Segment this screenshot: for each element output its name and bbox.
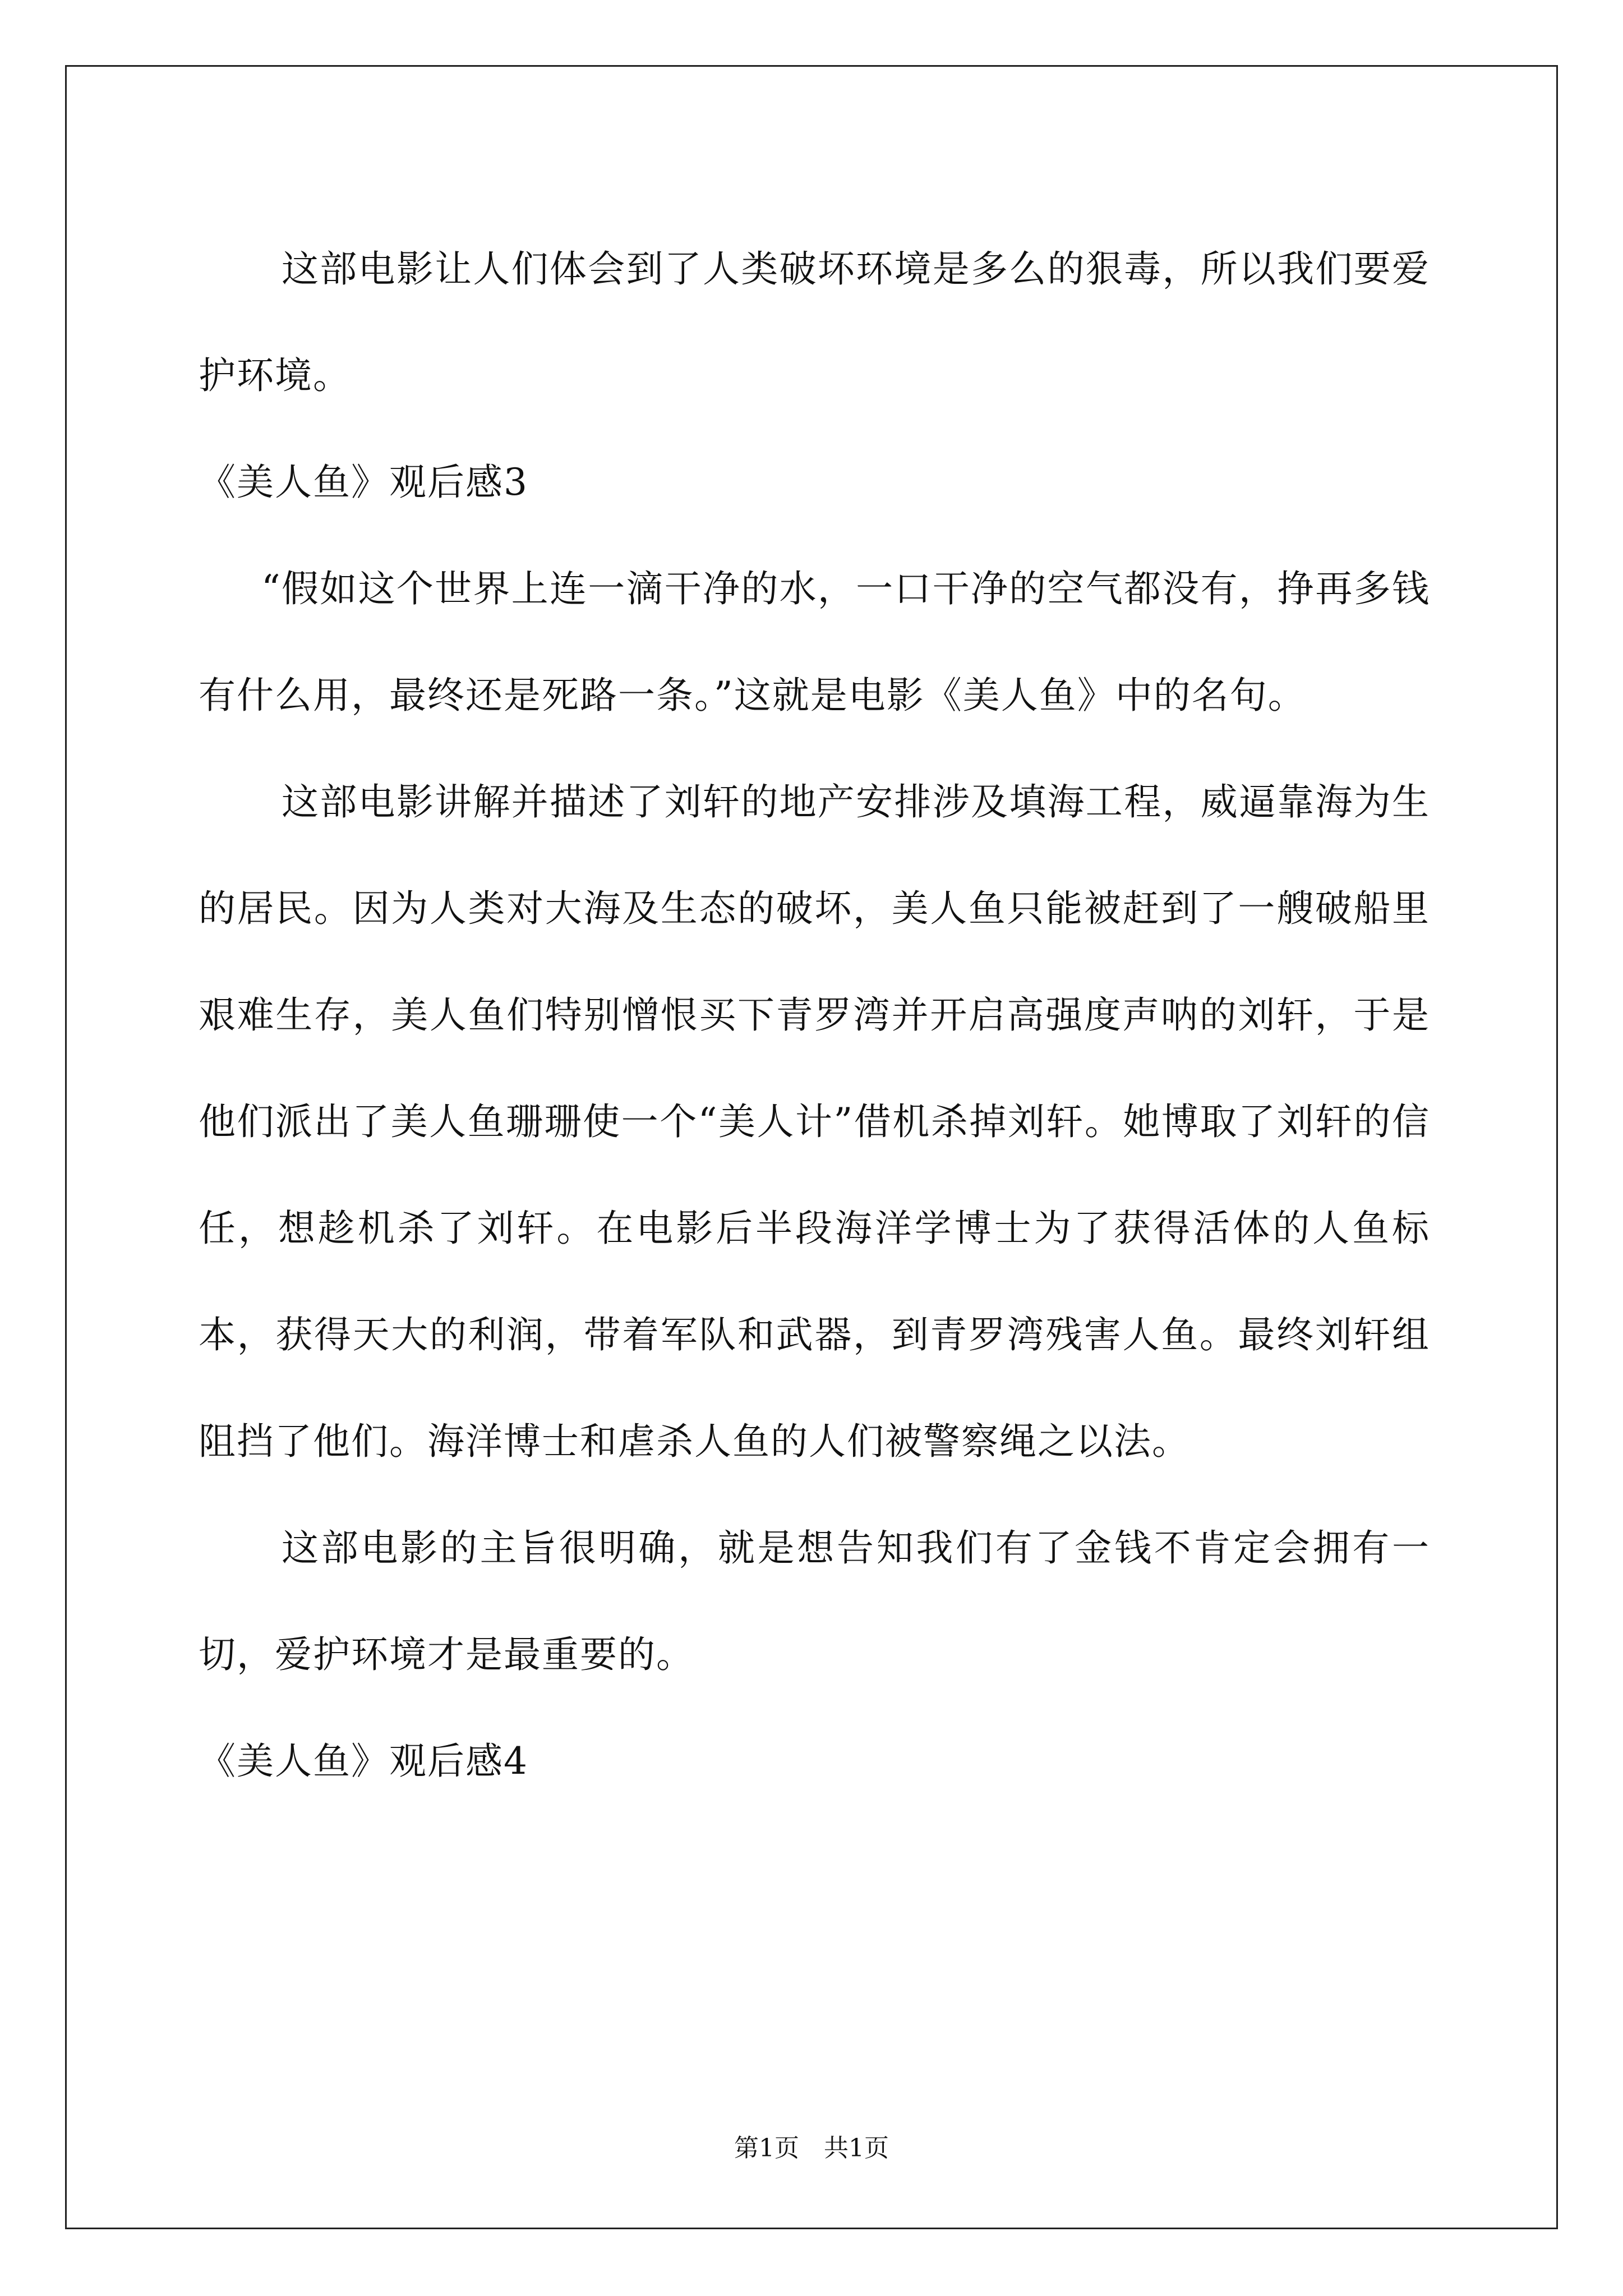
section-heading-4: 《美人鱼》观后感4 — [199, 1740, 528, 1783]
paragraph-plot: 这部电影讲解并描述了刘轩的地产安排涉及填海工程，威逼靠海为生的居民。因为人类对大海及生态的破坏，美人鱼只能被赶到了一艘破船里艰难生存，美人鱼们特别憎恨买下青罗湾并开启高强度声呐的刘轩，于是他们派出了美人鱼珊珊使一个“美人计”借机杀掉刘轩。她博取了刘轩的信任，想趁机杀了刘轩。在电影后半段海洋学博士为了获得活体的人鱼标本，获得天大的利润，带着军队和武器，到青罗湾残害人鱼。最终刘轩组阻挡了他们。海洋博士和虐杀人鱼的人们被警察绳之以法。 — [199, 780, 1430, 1463]
page-footer: 第1页 共1页 — [734, 2134, 889, 2162]
section-heading-3: 《美人鱼》观后感3 — [199, 461, 528, 504]
paragraph-1: 这部电影让人们体会到了人类破坏环境是多么的狠毒，所以我们要爱护环境。 — [199, 247, 1430, 397]
paragraph-theme: 这部电影的主旨很明确，就是想告知我们有了金钱不肯定会拥有一切，爱护环境才是最重要的。 — [199, 1526, 1430, 1676]
document-body — [199, 216, 1430, 1815]
paragraph-quote: “假如这个世界上连一滴干净的水，一口干净的空气都没有，挣再多钱有什么用，最终还是死路一条。”这就是电影《美人鱼》中的名句。 — [199, 567, 1430, 717]
